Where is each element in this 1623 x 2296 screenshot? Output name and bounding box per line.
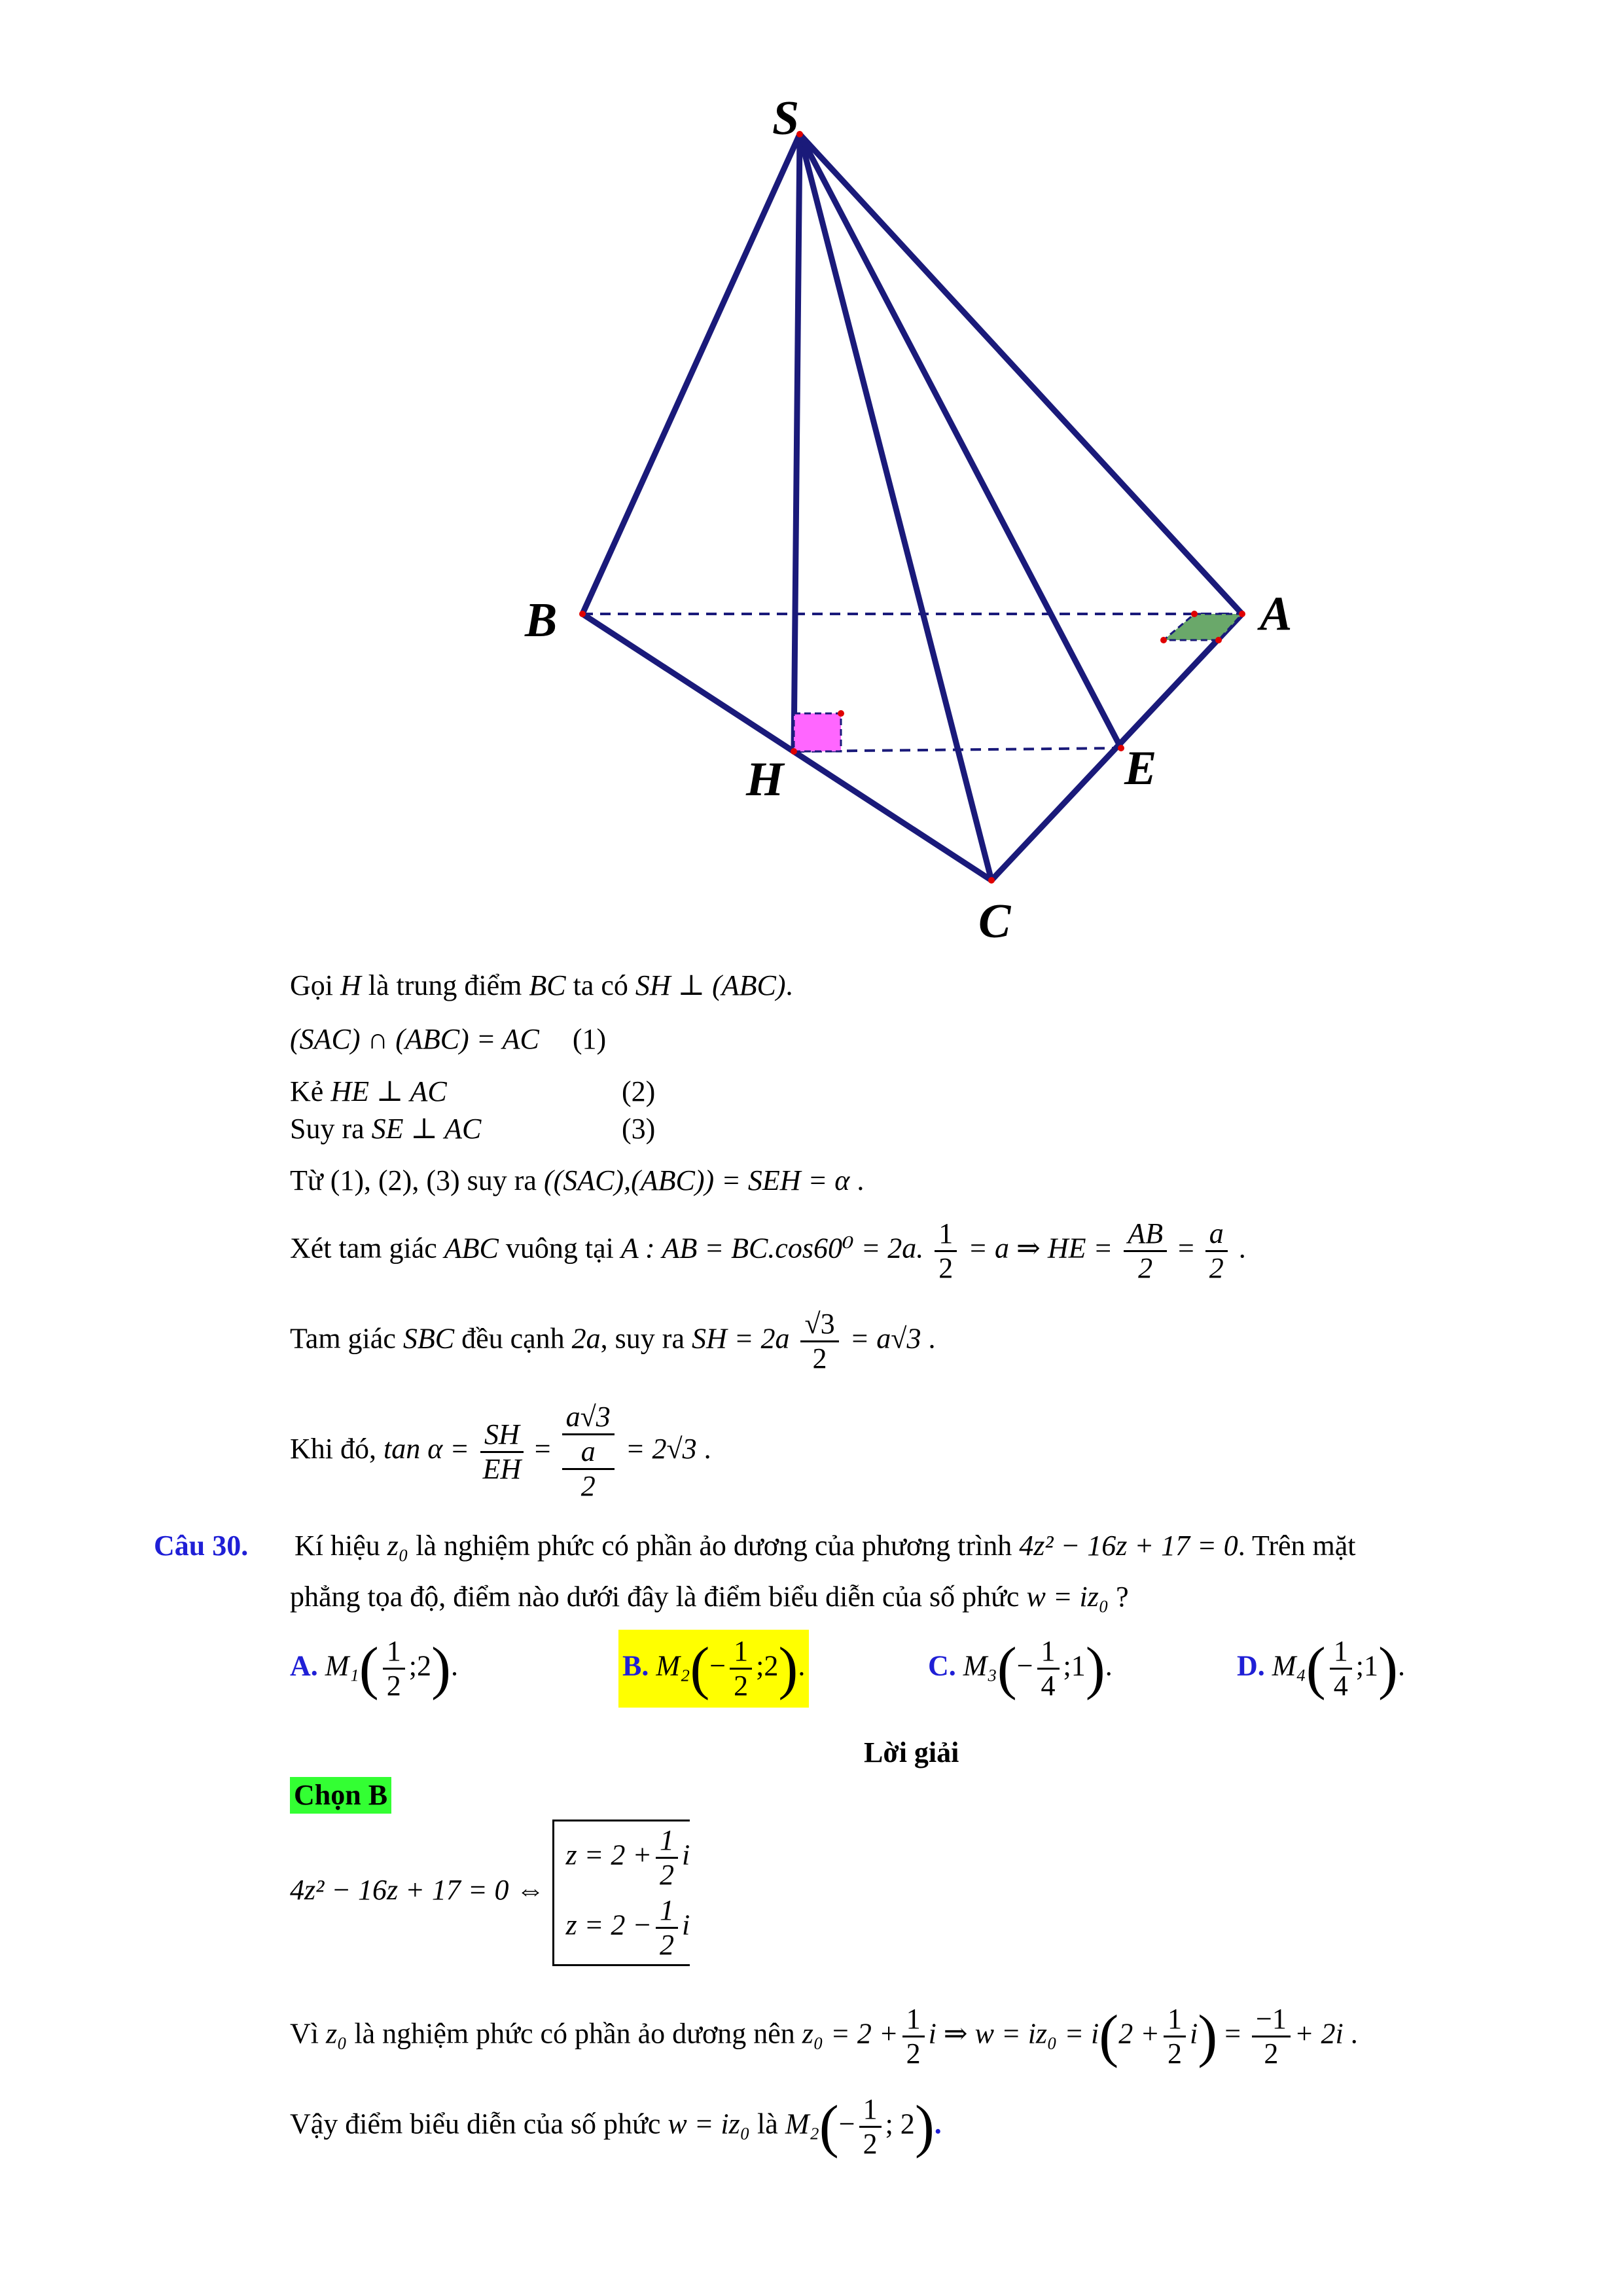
sol29-line3: Kẻ HE ⊥ AC: [290, 1075, 447, 1107]
option-d[interactable]: D. M₄( $\frac{1}{4}$ ;1).: [1237, 1635, 1405, 1702]
solution-conclusion: Vậy điểm biểu diễn của số phức w = iz₀ là M₂(− $\frac{1}{2}$ ; 2).: [290, 2093, 942, 2160]
sol29-line1: Gọi H là trung điểm BC ta có SH ⊥ (ABC).: [290, 969, 793, 1001]
solution-line-vi: Vì z₀ là nghiệm phức có phần ảo dương nên z₀ = 2 + $\frac{1}{2}$ i ⇒ w = iz₀ = i(2 + $\frac{1}{2}$ i) = $\frac{-1}{2}$ + 2i .: [290, 2003, 1358, 2070]
roots-system: 4z² − 16z + 17 = 0 ⇔ z = 2 + $\frac{1}{2}$ i z = 2 − $\frac{1}{2}$ i: [290, 1820, 690, 1966]
label-b: B: [525, 594, 558, 647]
sol29-line4: Suy ra SE ⊥ AC: [290, 1113, 482, 1145]
right-angle-marker-h: [794, 713, 841, 751]
option-b[interactable]: B. M₂(− $\frac{1}{2}$ ;2).: [618, 1630, 809, 1708]
sol29-line4-tag: (3): [622, 1113, 656, 1145]
solution-title: Lời giải: [864, 1736, 959, 1768]
question-30-text2: phẳng tọa độ, điểm nào dưới đây là điểm biểu diễn của số phức w = iz₀ ?: [290, 1581, 1129, 1613]
pyramid-figure: [0, 0, 1623, 956]
sol29-line8: Khi đó, tan α = $\frac{SH}{EH}$ = a√3 a 2 = 2√3 .: [290, 1401, 711, 1502]
option-a[interactable]: A. M₁( $\frac{1}{2}$ ;2).: [290, 1635, 458, 1702]
sol29-line5: Từ (1), (2), (3) suy ra ((SAC),(ABC)) = SEH = α .: [290, 1164, 865, 1196]
sol29-line3-tag: (2): [622, 1075, 656, 1107]
sol29-line6: Xét tam giác ABC vuông tại A : AB = BC.cos60⁰ = 2a. $\frac{1}{2}$ = a ⇒ HE = $\frac{AB}{2}$ = $\frac{a}{2}$ .: [290, 1217, 1246, 1284]
label-s: S: [772, 92, 800, 145]
label-h: H: [746, 753, 784, 806]
question-30-label: Câu 30.: [154, 1530, 249, 1562]
answer-badge: Chọn B: [290, 1777, 391, 1814]
label-e: E: [1124, 742, 1157, 795]
option-c[interactable]: C. M₃(− $\frac{1}{4}$ ;1).: [928, 1635, 1113, 1702]
sol29-line7: Tam giác SBC đều cạnh 2a, suy ra SH = 2a $\frac{√3}{2}$ = a√3 .: [290, 1308, 936, 1374]
right-angle-marker-a: [1164, 614, 1242, 640]
question-30-text1: Kí hiệu z₀ là nghiệm phức có phần ảo dương của phương trình 4z² − 16z + 17 = 0. Trên mặt: [294, 1530, 1356, 1562]
sol29-line2: (SAC) ∩ (ABC) = AC (1): [290, 1023, 607, 1055]
label-a: A: [1260, 587, 1293, 641]
label-c: C: [978, 895, 1011, 948]
